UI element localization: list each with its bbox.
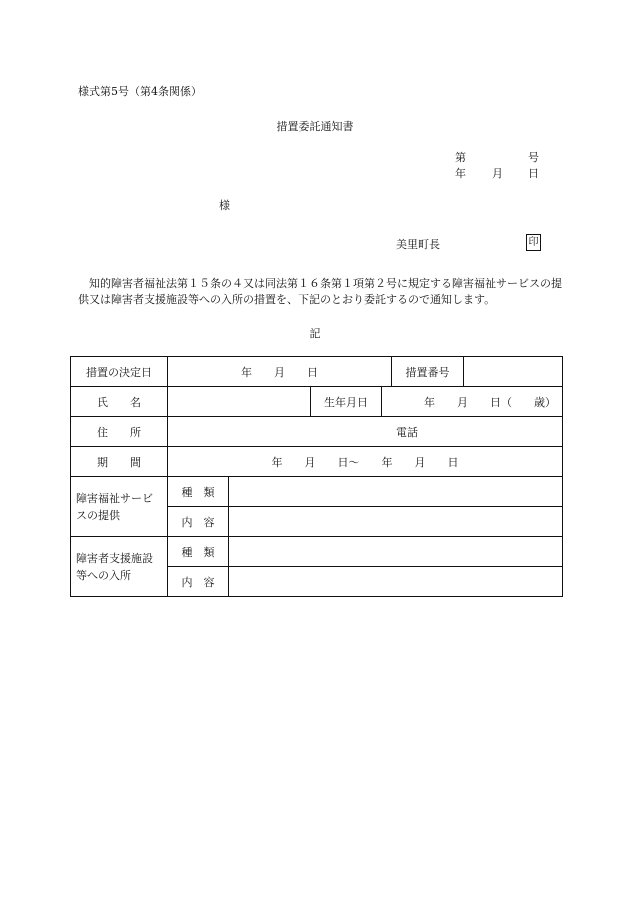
facility-type-label: 種 類 [168,537,229,567]
table-row [71,477,563,507]
birthdate-value: 年 月 日（ 歳） [382,387,563,417]
facility-content-value [229,567,563,597]
facility-label: 障害者支援施設等への入所 [71,537,168,597]
period-label: 期 間 [71,447,168,477]
name-label: 氏 名 [71,387,168,417]
decision-date-value: 年 月 日 [168,357,392,387]
date-year: 年 [455,167,466,180]
table-row [71,417,563,447]
seal-box: 印 [526,234,541,251]
service-type-value [229,477,563,507]
service-content-label: 内 容 [168,507,229,537]
body-paragraph: 知的障害者福祉法第１５条の４又は同法第１６条第１項第２号に規定する障害福祉サービスの提供又は障害者支援施設等への入所の措置を、下記のとおり委託するので通知します。 [78,277,562,306]
phone-label: 電話 [168,417,563,447]
service-type-label: 種 類 [168,477,229,507]
measure-table [70,356,563,597]
date-month: 月 [492,167,503,180]
form-number: 様式第5号（第4条関係） [78,85,202,98]
table-row [71,387,563,417]
number-suffix: 号 [528,151,539,164]
decision-date-label: 措置の決定日 [71,357,168,387]
address-label: 住 所 [71,417,168,447]
service-content-value [229,507,563,537]
facility-content-label: 内 容 [168,567,229,597]
birthdate-label: 生年月日 [311,387,382,417]
number-prefix: 第 [455,151,466,164]
table-row [71,537,563,567]
facility-type-value [229,537,563,567]
measure-number-label: 措置番号 [392,357,464,387]
measure-number-value [464,357,563,387]
ki-heading: 記 [309,327,321,340]
date-day: 日 [528,167,539,180]
period-value: 年 月 日～ 年 月 日 [168,447,563,477]
name-value [168,387,311,417]
addressee-suffix: 様 [219,199,230,212]
issuer-name: 美里町長 [396,238,440,251]
document-title: 措置委託通知書 [276,120,354,133]
table-row [71,357,563,387]
table-row [71,447,563,477]
service-label: 障害福祉サービスの提供 [71,477,168,537]
